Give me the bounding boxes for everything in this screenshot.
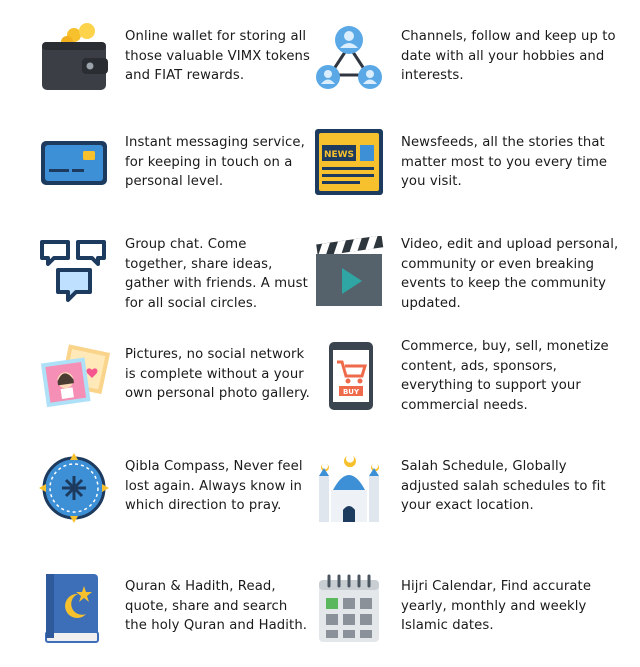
svg-text:BUY: BUY [342,388,360,396]
newspaper-icon [313,125,385,197]
svg-text:NEWS: NEWS [323,150,355,160]
group-chat-icon [38,238,110,310]
calendar-icon [313,572,385,644]
shopping-phone-icon [313,340,385,412]
feature-video-text: Video, edit and upload personal, community or even breaking events to keep the community updated. [401,237,619,311]
quran-book-icon [38,572,110,644]
feature-groupchat-text: Group chat. Come together, share ideas, gather with friends. A must for all social circles. [125,237,308,311]
feature-channels-text: Channels, follow and keep up to date with all your hobbies and interests. [401,29,616,83]
wallet-icon [38,22,110,94]
feature-wallet-text: Online wallet for storing all those valuable VIMX tokens and FIAT rewards. [125,29,310,83]
compass-icon [38,452,110,524]
photo-gallery-icon [38,340,110,412]
feature-hijri-text: Hijri Calendar, Find accurate yearly, monthly and weekly Islamic dates. [401,579,592,633]
mosque-icon [313,452,385,524]
feature-newsfeeds-text: Newsfeeds, all the stories that matter most to you every time you visit. [401,135,608,189]
feature-salah-text: Salah Schedule, Globally adjusted salah schedules to fit your exact location. [401,459,606,513]
video-clapper-icon [313,236,385,308]
feature-quran-text: Quran & Hadith, Read, quote, share and search the holy Quran and Hadith. [125,579,308,633]
channels-network-icon [313,20,385,92]
feature-pictures-text: Pictures, no social network is complete without a your own personal photo gallery. [125,347,310,401]
feature-qibla-text: Qibla Compass, Never feel lost again. Always know in which direction to pray. [125,459,303,513]
credit-card-message-icon [38,127,110,199]
feature-messaging-text: Instant messaging service, for keeping in touch on a personal level. [125,135,305,189]
feature-commerce-text: Commerce, buy, sell, monetize content, ads, sponsors, everything to support your commercial needs. [401,339,609,413]
